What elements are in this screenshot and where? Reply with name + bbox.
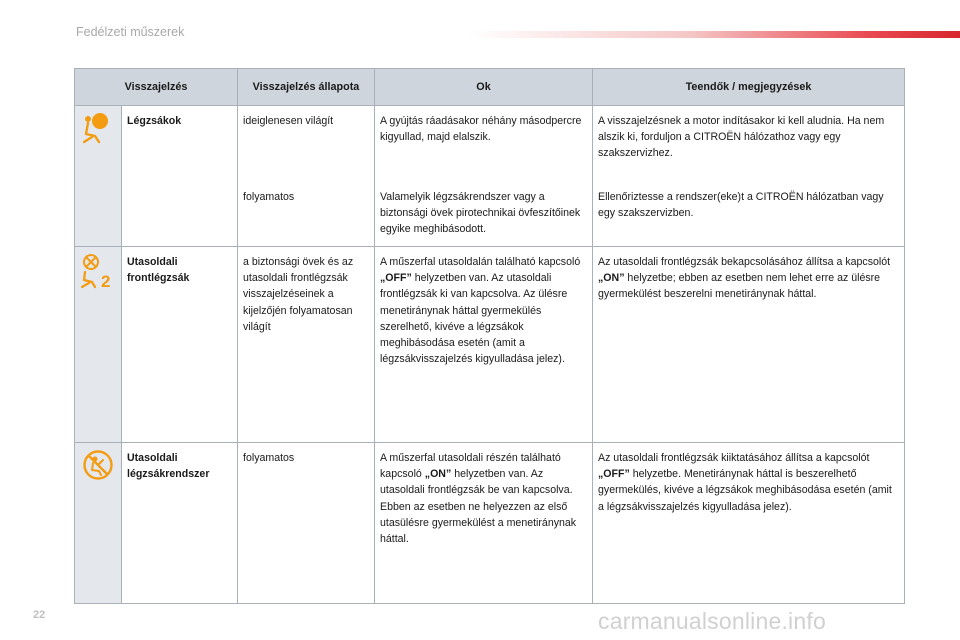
action-cell: Az utasoldali frontlégzsák kiiktatásához állítsa a kapcsolót „OFF” helyzetbe. Menetiránynak háttal is beszerelhető gyermekülés, kivéve a légzsákok meghibásodása esetén (amit a légzsákvisszajelzés kigyulladása jelez). bbox=[593, 443, 905, 604]
cause-cell: A műszerfal utasoldali részén található kapcsoló „ON” helyzetben van. Az utasoldali frontlégzsák be van kapcsolva. Ebben az esetben ne helyezzen az első utasülésre gyermekülést a menetiránynak háttal. bbox=[375, 443, 593, 604]
table-row bbox=[75, 443, 905, 604]
header-state: Visszajelzés állapota bbox=[238, 69, 375, 106]
state-cell: a biztonsági övek és az utasoldali frontlégzsák visszajelzéseinek a kijelzőjén folyamatosan világít bbox=[238, 247, 375, 443]
cause-cell: A műszerfal utasoldalán található kapcsoló „OFF” helyzetben van. Az utasoldali frontlégzsák ki van kapcsolva. Az ülésre menetiránynak háttal gyermekülés szerelhető, kivéve a légzsákok meghibásodása esetén (amit a légzsákvisszajelzés kigyulladása jelez). bbox=[375, 247, 593, 443]
header-accent-bar bbox=[470, 31, 960, 38]
state-cell: ideiglenesen világít bbox=[238, 106, 375, 182]
action-cell: Ellenőriztesse a rendszer(eke)t a CITROËN hálózatban vagy egy szakszervizben. bbox=[593, 182, 905, 247]
action-cell: Az utasoldali frontlégzsák bekapcsolásához állítsa a kapcsolót „ON” helyzetbe; ebben az esetben nem lehet erre az ülésre gyermekülést beszerelni menetiránynak háttal. bbox=[593, 247, 905, 443]
passenger-front-airbag-icon bbox=[81, 253, 115, 289]
header-indicator: Visszajelzés bbox=[75, 69, 238, 106]
cause-cell: Valamelyik légzsákrendszer vagy a biztonsági övek pirotechnikai övfeszítőinek egyike meghibásodott. bbox=[375, 182, 593, 247]
table-row bbox=[75, 247, 905, 443]
warning-lights-table bbox=[74, 68, 905, 604]
svg-text:2: 2 bbox=[101, 272, 111, 289]
indicator-name: Légzsákok bbox=[122, 106, 238, 247]
state-cell: folyamatos bbox=[238, 182, 375, 247]
airbag-warning-icon bbox=[83, 112, 113, 146]
header-cause: Ok bbox=[375, 69, 593, 106]
table-header-row bbox=[75, 69, 905, 106]
cause-cell: A gyújtás ráadásakor néhány másodpercre kigyullad, majd elalszik. bbox=[375, 106, 593, 182]
header-action: Teendők / megjegyzések bbox=[593, 69, 905, 106]
passenger-airbag-active-icon bbox=[82, 449, 114, 481]
icon-cell bbox=[75, 247, 122, 443]
page-number: 22 bbox=[33, 609, 46, 621]
action-cell: A visszajelzésnek a motor indításakor ki kell aludnia. Ha nem alszik ki, forduljon a CITROËN hálózathoz vagy egy szakszervizhez. bbox=[593, 106, 905, 182]
state-cell: folyamatos bbox=[238, 443, 375, 604]
icon-cell bbox=[75, 106, 122, 247]
table-row bbox=[75, 106, 905, 182]
watermark: carmanualsonline.info bbox=[598, 608, 826, 634]
icon-cell bbox=[75, 443, 122, 604]
indicator-name: Utasoldali légzsákrendszer bbox=[122, 443, 238, 604]
section-title: Fedélzeti műszerek bbox=[76, 25, 185, 39]
indicator-name: Utasoldali frontlégzsák bbox=[122, 247, 238, 443]
